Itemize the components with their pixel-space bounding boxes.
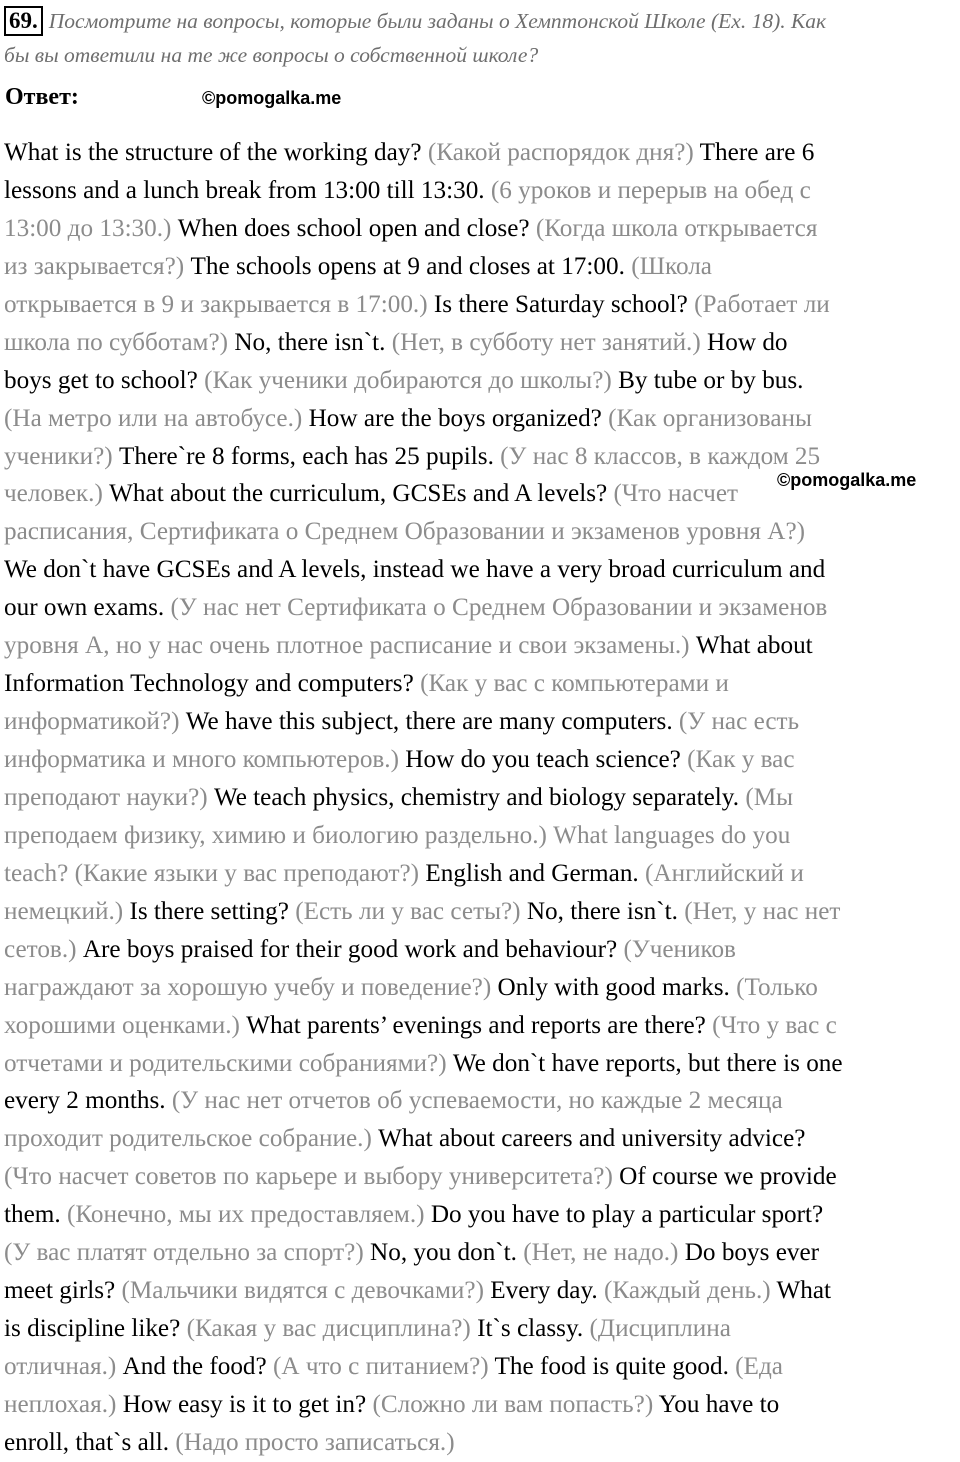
translation-text: (Английский и <box>645 859 804 887</box>
english-text: We have this subject, there are many computers. <box>179 708 679 736</box>
translation-text: преподаем физику, химию и биологию раздельно.) What languages do you <box>4 821 791 849</box>
english-text: No, there isn`t. <box>520 897 685 925</box>
text-line <box>4 1082 960 1120</box>
english-text: every 2 months. <box>4 1087 172 1115</box>
text-line <box>4 324 960 362</box>
translation-text: сетов.) <box>4 935 77 963</box>
translation-text: отличная.) <box>4 1353 117 1380</box>
text-line <box>4 893 960 931</box>
english-text: Are boys praised for their good work and behaviour? <box>76 935 624 963</box>
text-line <box>4 627 960 665</box>
translation-text: преподают науки?) <box>4 783 208 811</box>
english-text: What about <box>689 632 813 660</box>
translation-text: (Что насчет <box>613 480 739 508</box>
translation-text: (Учеников <box>623 935 736 963</box>
translation-text: (Какая у вас дисциплина?) <box>186 1315 471 1343</box>
english-text: And the food? <box>116 1353 273 1380</box>
text-line <box>4 969 960 1007</box>
text-line <box>4 513 960 551</box>
translation-text: (Дисциплина <box>589 1315 731 1343</box>
english-text: The food is quite good. <box>488 1353 736 1380</box>
text-line <box>4 551 960 589</box>
translation-text: (Как организованы <box>608 404 812 432</box>
translation-text: проходит родительское собрание.) <box>4 1125 372 1153</box>
translation-text: (Конечно, мы их предоставляем.) <box>66 1201 425 1229</box>
english-text: How do <box>700 328 788 356</box>
translation-text: 13:00 до 13:30.) <box>4 214 172 242</box>
translation-text: из закрывается?) <box>4 252 185 280</box>
task-header <box>4 4 956 72</box>
translation-text: (Нет, в субботу нет занятий.) <box>391 328 701 356</box>
translation-text: (Мы <box>745 783 794 811</box>
text-line <box>4 362 960 400</box>
answer-text <box>4 134 960 1462</box>
text-line <box>4 172 960 210</box>
english-text: You have to <box>653 1390 780 1418</box>
english-text: them. <box>4 1201 67 1229</box>
english-text: boys get to school? <box>4 366 205 394</box>
english-text: Is there setting? <box>123 897 296 925</box>
text-line <box>4 1120 960 1158</box>
translation-text: (Мальчики видятся с девочками?) <box>121 1277 484 1305</box>
translation-text: немецкий.) <box>4 897 124 925</box>
translation-text: (Как ученики добираются до школы?) <box>204 366 612 394</box>
english-text: Do you have to play a particular sport? <box>424 1201 824 1229</box>
english-text: Is there Saturday school? <box>427 290 695 318</box>
task-prompt-line-2: бы вы ответили на те же вопросы о собственной школе? <box>4 43 539 67</box>
text-line <box>4 248 960 286</box>
english-text: How do you teach science? <box>399 746 688 773</box>
text-line <box>4 1310 960 1348</box>
text-line <box>4 1196 960 1234</box>
english-text: No, there isn`t. <box>228 328 392 356</box>
english-text: Only with good marks. <box>491 973 737 1001</box>
translation-text: (У нас нет Сертификата о Среднем Образовании и экзаменов <box>170 594 828 622</box>
watermark: ©pomogalka.me <box>202 88 342 108</box>
translation-text: награждают за хорошую учебу и поведение?) <box>4 973 492 1001</box>
text-line <box>4 1386 960 1424</box>
translation-text: (Как у вас с компьютерами и <box>420 670 729 698</box>
text-line <box>4 1272 960 1310</box>
translation-text: неплохая.) <box>4 1390 117 1418</box>
english-text: What <box>770 1277 832 1305</box>
translation-text: (Еда <box>735 1353 783 1380</box>
english-text: How easy is it to get in? <box>116 1390 373 1418</box>
english-text: Of course we provide <box>612 1163 837 1191</box>
english-text: What is the structure of the working day? <box>4 139 428 166</box>
text-line <box>4 703 960 741</box>
translation-text: (Нет, не надо.) <box>523 1239 679 1267</box>
english-text: lessons and a lunch break from 13:00 till 13:30. <box>4 176 491 204</box>
text-line <box>4 741 960 779</box>
task-number: 69. <box>4 6 43 36</box>
english-text: our own exams. <box>4 594 171 622</box>
translation-text: (Есть ли у вас сеты?) <box>295 897 521 925</box>
translation-text: (Что у вас с <box>712 1011 837 1039</box>
translation-text: (Надо просто записаться.) <box>175 1428 455 1456</box>
text-line <box>4 400 960 438</box>
translation-text: (На метро или на автобусе.) <box>4 404 303 432</box>
english-text: What about careers and university advice? <box>371 1125 806 1153</box>
english-text: Do boys ever <box>678 1239 820 1267</box>
english-text: We don`t have GCSEs and A levels, instead we have a very broad curriculum and <box>4 556 826 584</box>
translation-text: открывается в 9 и закрывается в 17:00.) <box>4 290 428 318</box>
translation-text: (У нас нет отчетов об успеваемости, но каждые 2 месяца <box>171 1087 783 1115</box>
translation-text: ученики?) <box>4 442 113 470</box>
translation-text: школа по субботам?) <box>4 328 229 356</box>
translation-text: отчетами и родительскими собраниями?) <box>4 1049 447 1077</box>
text-line <box>4 855 960 893</box>
english-text: When does school open and close? <box>171 214 536 242</box>
text-line <box>4 665 960 703</box>
english-text: What about the curriculum, GCSEs and A levels? <box>102 480 614 508</box>
translation-text: (Когда школа открывается <box>535 214 818 242</box>
translation-text: (Только <box>736 973 818 1001</box>
english-text: By tube or by bus. <box>611 366 804 394</box>
translation-text: (Нет, у нас нет <box>684 897 841 925</box>
english-text: We don`t have reports, but there is one <box>446 1049 843 1077</box>
translation-text: (6 уроков и перерыв на обед с <box>490 176 811 204</box>
text-line <box>4 779 960 817</box>
translation-text: (А что с питанием?) <box>272 1353 489 1380</box>
translation-text: (Что насчет советов по карьере и выбору университета?) <box>4 1163 613 1191</box>
translation-text: уровня А, но у нас очень плотное расписание и свои экзамены.) <box>4 632 690 660</box>
translation-text: (Как у вас <box>687 746 795 773</box>
english-text: English and German. <box>419 859 646 887</box>
text-line <box>4 1007 960 1045</box>
translation-text: расписания, Сертификата о Среднем Образовании и экзаменов уровня А?) <box>4 518 806 546</box>
watermark: ©pomogalka.me <box>777 470 917 490</box>
translation-text: (Каждый день.) <box>604 1277 771 1305</box>
text-line <box>4 134 960 172</box>
text-line <box>4 589 960 627</box>
text-line <box>4 931 960 969</box>
text-line <box>4 1424 960 1462</box>
translation-text: teach? (Какие языки у вас преподают?) <box>4 859 420 887</box>
translation-text: (Школа <box>631 252 712 280</box>
text-line <box>4 210 960 248</box>
english-text: No, you don`t. <box>363 1239 524 1267</box>
english-text: What parents’ evenings and reports are there? <box>239 1011 713 1039</box>
english-text: It`s classy. <box>470 1315 590 1343</box>
translation-text: (У нас 8 классов, в каждом 25 <box>500 442 821 470</box>
translation-text: хорошими оценками.) <box>4 1011 240 1039</box>
translation-text: информатикой?) <box>4 708 180 736</box>
text-line <box>4 1234 960 1272</box>
translation-text: информатика и много компьютеров.) <box>4 746 399 773</box>
english-text: is discipline like? <box>4 1315 187 1343</box>
answer-label: Ответ: <box>5 84 79 110</box>
english-text: The schools opens at 9 and closes at 17:00. <box>184 252 632 280</box>
task-prompt-line-1: Посмотрите на вопросы, которые были заданы о Хемптонской Школе (Ex. 18). Как <box>48 9 827 33</box>
english-text: There are 6 <box>693 139 815 166</box>
text-line <box>4 286 960 324</box>
translation-text: человек.) <box>4 480 103 508</box>
text-line <box>4 1045 960 1083</box>
text-line <box>4 1348 960 1386</box>
translation-text: (Какой распорядок дня?) <box>427 139 694 166</box>
english-text: How are the boys organized? <box>302 404 609 432</box>
translation-text: (Сложно ли вам попасть?) <box>372 1390 654 1418</box>
english-text: Information Technology and computers? <box>4 670 421 698</box>
english-text: enroll, that`s all. <box>4 1428 176 1456</box>
translation-text: (У вас платят отдельно за спорт?) <box>4 1239 364 1267</box>
translation-text: (У нас есть <box>678 708 800 736</box>
text-line <box>4 817 960 855</box>
text-line <box>4 1158 960 1196</box>
english-text: meet girls? <box>4 1277 122 1305</box>
translation-text: (Работает ли <box>694 290 830 318</box>
english-text: We teach physics, chemistry and biology separately. <box>207 783 746 811</box>
english-text: Every day. <box>483 1277 605 1305</box>
english-text: There`re 8 forms, each has 25 pupils. <box>112 442 501 470</box>
